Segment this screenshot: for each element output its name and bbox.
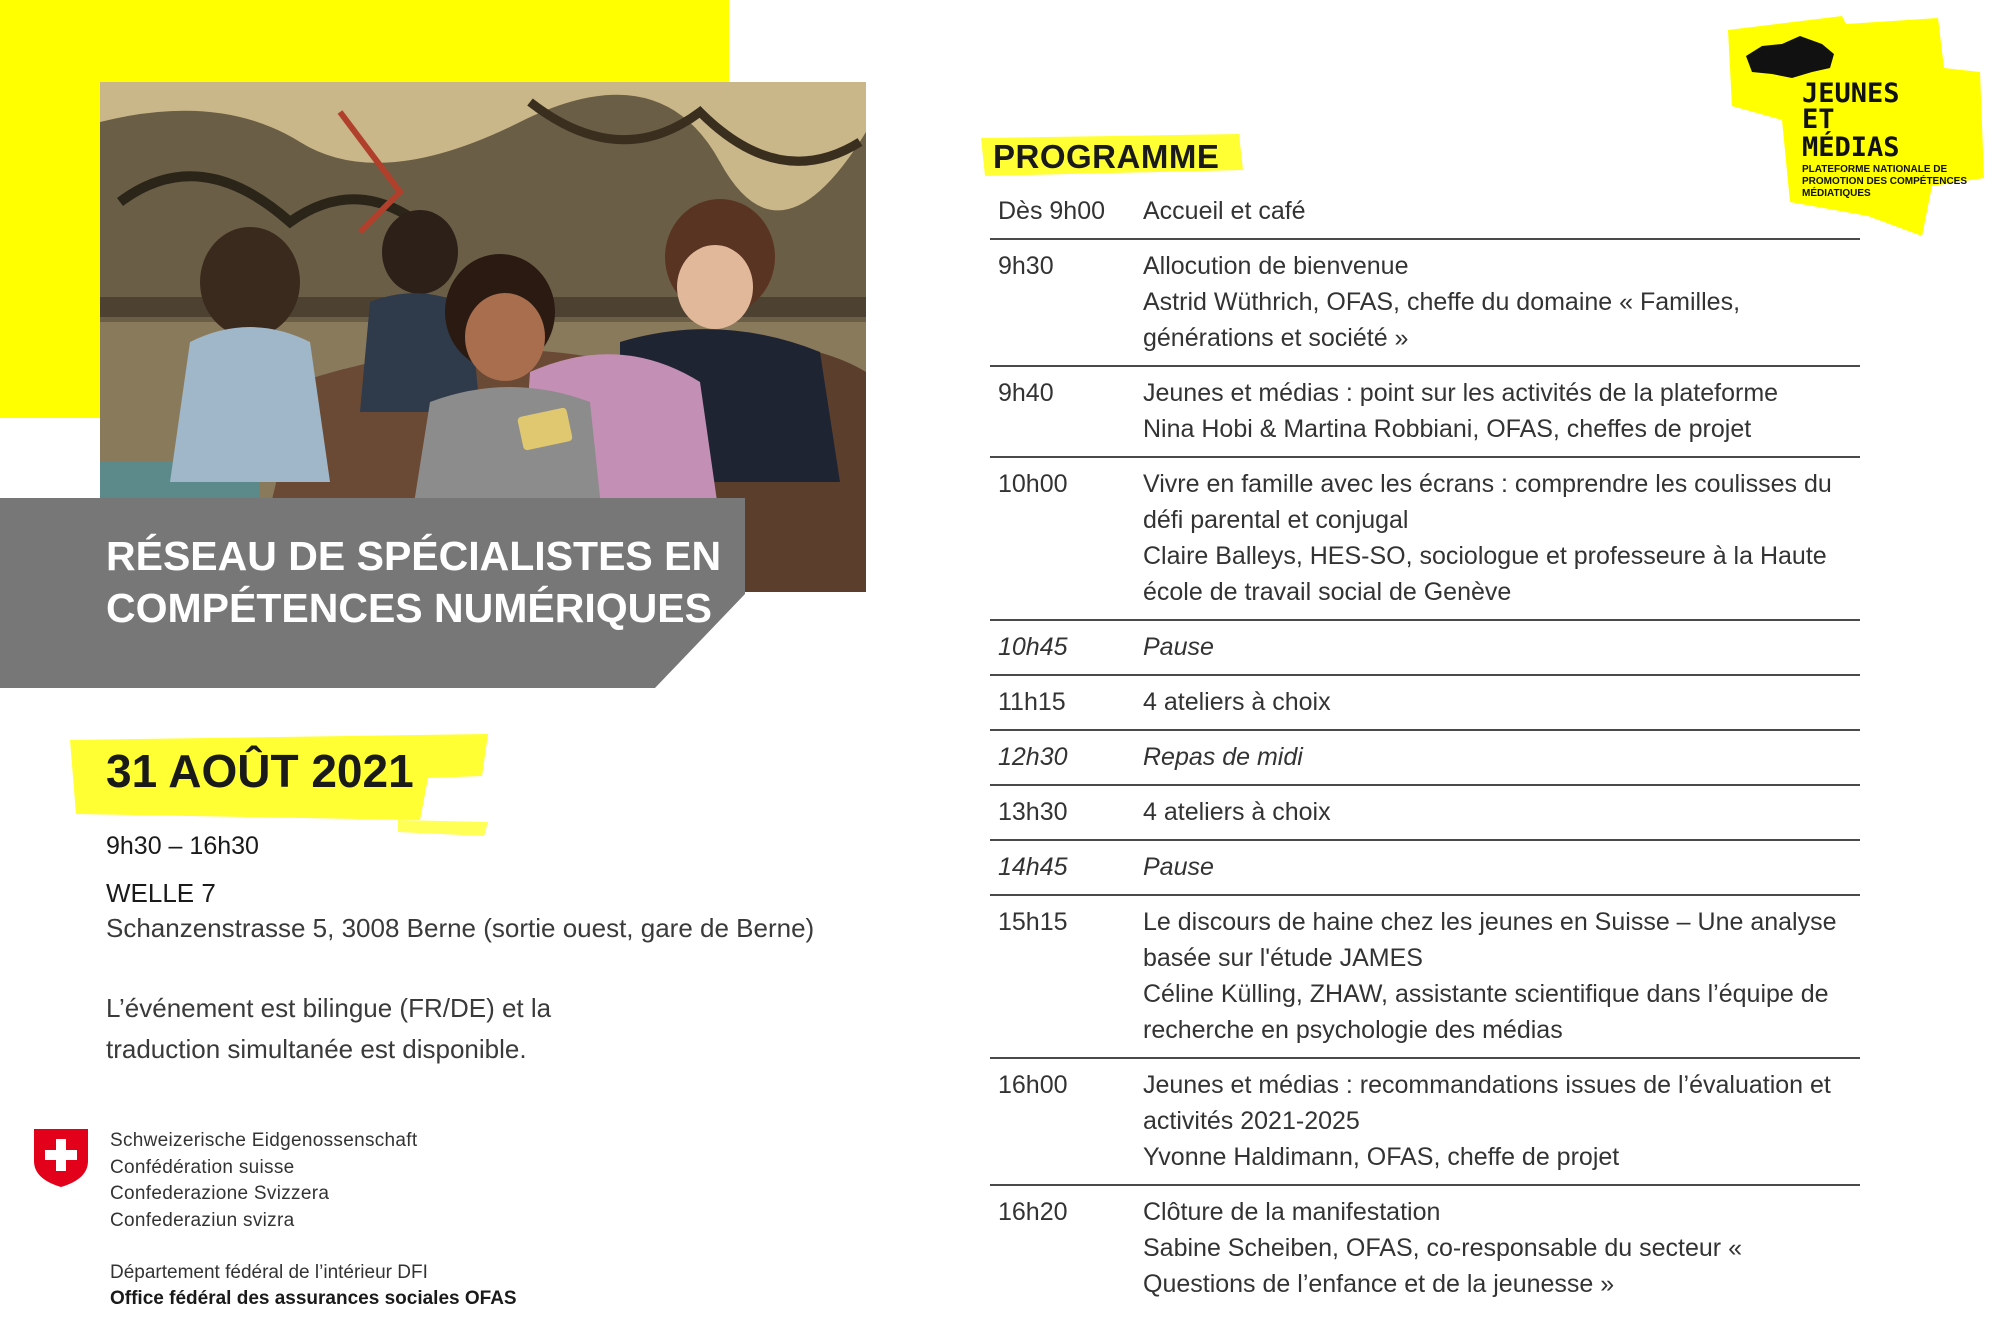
schedule-description [1143, 684, 1860, 720]
session-title: Repas de midi [1143, 743, 1303, 771]
session-title: Pause [1143, 633, 1214, 661]
session-title: Jeunes et médias : recommandations issues de l’évaluation et activités 2021-2025 [1143, 1071, 1831, 1135]
schedule-time: 14h45 [998, 853, 1068, 881]
schedule-row [990, 676, 1860, 731]
svg-text:PLATEFORME NATIONALE DE [1802, 164, 1948, 175]
office-name: Office fédéral des assurances sociales OFAS [110, 1288, 517, 1309]
schedule-row [990, 621, 1860, 676]
schedule-time: 11h15 [998, 688, 1066, 716]
schedule-description [1143, 849, 1860, 885]
banner-title [106, 530, 726, 634]
svg-text:MÉDIAS [1802, 131, 1900, 163]
schedule-time: 10h45 [998, 633, 1068, 661]
session-title: 4 ateliers à choix [1143, 688, 1331, 716]
confed-name-rm: Confederaziun svizra [110, 1209, 295, 1231]
confed-name-de: Schweizerische Eidgenossenschaft [110, 1130, 418, 1151]
brand-line2: ET [1802, 104, 1835, 135]
session-title: Le discours de haine chez les jeunes en Suisse – Une analyse basée sur l'étude JAMES [1143, 908, 1837, 972]
programme-heading: PROGRAMME [993, 138, 1220, 175]
schedule-description [1143, 904, 1860, 1048]
venue-name: WELLE 7 [106, 878, 216, 908]
event-time: 9h30 – 16h30 [106, 832, 259, 860]
language-note [106, 988, 626, 1070]
brand-line3: MÉDIAS [1802, 132, 1900, 163]
brand-tagline3: MÉDIATIQUES [1802, 188, 1871, 199]
session-title: Pause [1143, 853, 1214, 881]
schedule-row [990, 367, 1860, 458]
session-speaker: Sabine Scheiben, OFAS, co-responsable du secteur « Questions de l’enfance et de la jeunesse » [1143, 1234, 1742, 1298]
schedule-time: Dès 9h00 [998, 197, 1106, 225]
session-title: Vivre en famille avec les écrans : comprendre les coulisses du défi parental et conjugal [1143, 470, 1832, 534]
language-note-line2: traduction simultanée est disponible. [106, 1034, 527, 1064]
session-title: Clôture de la manifestation [1143, 1198, 1441, 1226]
schedule-description [1143, 629, 1860, 665]
schedule-row [990, 731, 1860, 786]
department-name: Département fédéral de l’intérieur DFI [110, 1262, 428, 1283]
banner-title-line2: COMPÉTENCES NUMÉRIQUES [106, 585, 712, 631]
session-title: Jeunes et médias : point sur les activités de la plateforme [1143, 379, 1779, 407]
swiss-shield-icon [32, 1127, 90, 1189]
schedule-description [1143, 375, 1860, 447]
brand-line1: JEUNES [1802, 78, 1900, 109]
language-note-line1: L’événement est bilingue (FR/DE) et la [106, 993, 552, 1023]
brand-tagline2: PROMOTION DES COMPÉTENCES [1802, 176, 1968, 187]
schedule-row [990, 185, 1860, 240]
schedule-description [1143, 1194, 1860, 1302]
session-title: 4 ateliers à choix [1143, 798, 1331, 826]
schedule-description [1143, 794, 1860, 830]
brand-tagline1: PLATEFORME NATIONALE DE [1802, 164, 1948, 175]
schedule-time: 16h20 [998, 1198, 1068, 1226]
event-date: 31 AOÛT 2021 [106, 745, 414, 797]
schedule-time: 10h00 [998, 470, 1068, 498]
session-speaker: Yvonne Haldimann, OFAS, cheffe de projet [1143, 1143, 1620, 1171]
schedule-description [1143, 193, 1860, 229]
schedule-row [990, 1059, 1860, 1186]
schedule-row [990, 896, 1860, 1059]
schedule-row [990, 841, 1860, 896]
schedule-description [1143, 248, 1860, 356]
schedule-time: 16h00 [998, 1071, 1068, 1099]
schedule-row [990, 1186, 1860, 1311]
schedule-time: 12h30 [998, 743, 1068, 771]
session-title: Allocution de bienvenue [1143, 252, 1409, 280]
venue-address: Schanzenstrasse 5, 3008 Berne (sortie ouest, gare de Berne) [106, 913, 815, 943]
schedule-row [990, 786, 1860, 841]
svg-text:ET [1802, 104, 1835, 135]
confed-name-it: Confederazione Svizzera [110, 1183, 330, 1204]
schedule-time: 9h40 [998, 379, 1054, 407]
schedule-description [1143, 466, 1860, 610]
programme-schedule [990, 185, 1860, 1311]
schedule-description [1143, 1067, 1860, 1175]
banner-title-line1: RÉSEAU DE SPÉCIALISTES EN [106, 533, 722, 579]
session-speaker: Astrid Wüthrich, OFAS, cheffe du domaine « Familles, générations et société » [1143, 288, 1741, 352]
schedule-time: 9h30 [998, 252, 1054, 280]
session-speaker: Céline Külling, ZHAW, assistante scientifique dans l’équipe de recherche en psychologie des médias [1143, 980, 1829, 1044]
session-speaker: Nina Hobi & Martina Robbiani, OFAS, cheffes de projet [1143, 415, 1752, 443]
schedule-row [990, 240, 1860, 367]
confederation-names [110, 1128, 417, 1234]
schedule-description [1143, 739, 1860, 775]
schedule-time: 13h30 [998, 798, 1068, 826]
session-speaker: Claire Balleys, HES-SO, sociologue et professeure à la Haute école de travail social de Genève [1143, 542, 1827, 606]
schedule-time: 15h15 [998, 908, 1068, 936]
schedule-row [990, 458, 1860, 621]
confed-name-fr: Confédération suisse [110, 1156, 295, 1178]
session-title: Accueil et café [1143, 197, 1306, 225]
